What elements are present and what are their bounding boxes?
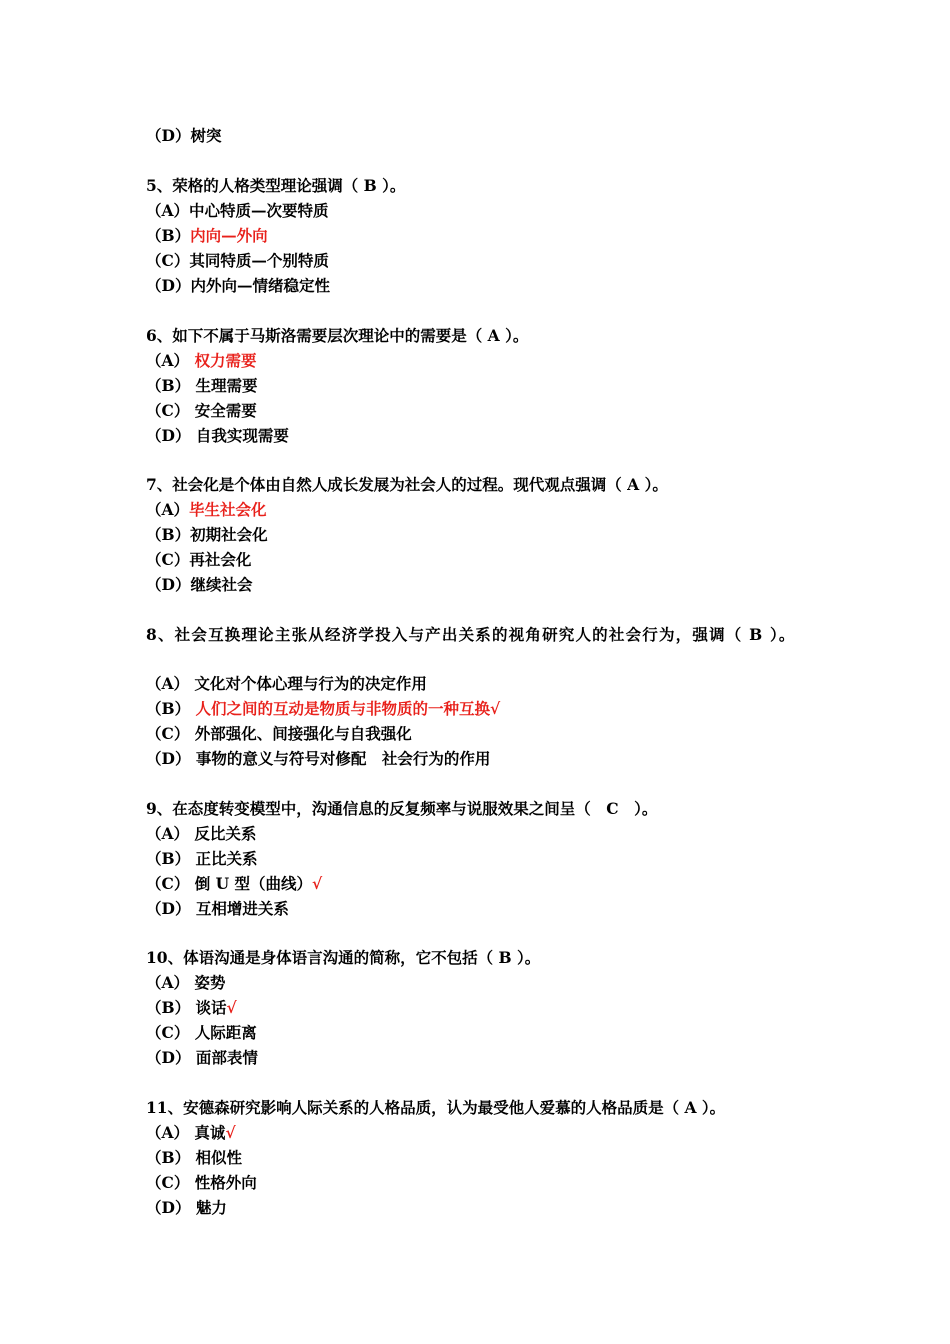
option-line (146, 373, 818, 398)
option-line (146, 821, 818, 846)
option-line (146, 746, 818, 771)
option-line (146, 1145, 818, 1170)
option-line (146, 497, 818, 522)
option-line (146, 572, 818, 597)
option-line (146, 871, 818, 896)
option-text: （A） 文化对个体心理与行为的决定作用 (146, 674, 427, 693)
option-line (146, 671, 818, 696)
question-stem: 6、如下不属于马斯洛需要层次理论中的需要是（ A ）。 (146, 326, 529, 345)
option-text: （D） 魅力 (146, 1198, 227, 1217)
option-text: （A） 姿势 (146, 973, 226, 992)
option-text: （A） 真诚 (146, 1123, 226, 1142)
checkmark-icon: √ (312, 874, 323, 893)
option-line (146, 423, 818, 448)
option-label: （A） (146, 351, 195, 370)
option-text: （B） 谈话 (146, 998, 227, 1017)
option-line (146, 398, 818, 423)
option-line (146, 1045, 818, 1070)
option-line (146, 1195, 818, 1220)
question-stem: 5、荣格的人格类型理论强调（ B ）。 (146, 176, 406, 195)
option-label: （B） (146, 699, 196, 718)
option-text: （D）继续社会 (146, 575, 253, 594)
option-line (146, 223, 818, 248)
option-text: （D）树突 (146, 126, 222, 145)
answer-text: 毕生社会化 (189, 500, 267, 519)
option-text: （B） 相似性 (146, 1148, 242, 1167)
option-line (146, 995, 818, 1020)
option-line (146, 896, 818, 921)
option-line (146, 123, 818, 148)
option-label: （A） (146, 500, 190, 519)
option-text: （A） 反比关系 (146, 824, 257, 843)
option-text: （C） 安全需要 (146, 401, 257, 420)
checkmark-icon: √ (225, 1123, 236, 1142)
option-text: （D） 自我实现需要 (146, 426, 289, 445)
option-line (146, 522, 818, 547)
option-text: （C）再社会化 (146, 550, 252, 569)
option-text: （C） 人际距离 (146, 1023, 257, 1042)
checkmark-icon: √ (226, 998, 237, 1017)
option-text: （C） 性格外向 (146, 1173, 257, 1192)
option-line (146, 1170, 818, 1195)
question-stem: 9、在态度转变模型中，沟通信息的反复频率与说服效果之间呈（ C ）。 (146, 799, 658, 818)
option-text: （B） 正比关系 (146, 849, 258, 868)
option-line (146, 721, 818, 746)
option-text: （D） 面部表情 (146, 1048, 258, 1067)
question-stem: 7、社会化是个体由自然人成长发展为社会人的过程。现代观点强调（ A ）。 (146, 475, 668, 494)
option-line (146, 348, 818, 373)
option-line (146, 1020, 818, 1045)
option-text: （A）中心特质—次要特质 (146, 201, 329, 220)
option-line (146, 1120, 818, 1145)
option-text: （B） 生理需要 (146, 376, 258, 395)
question-stem: 10、体语沟通是身体语言沟通的简称，它不包括（ B ）。 (146, 948, 541, 967)
option-text: （B）初期社会化 (146, 525, 268, 544)
option-text: （D） 互相增进关系 (146, 899, 289, 918)
option-text: （D）内外向—情绪稳定性 (146, 276, 330, 295)
answer-text: 内向—外向 (190, 226, 268, 245)
question-stem: 11、安德森研究影响人际关系的人格品质，认为最受他人爱慕的人格品质是（ A ）。 (146, 1098, 726, 1117)
answer-text: 人们之间的互动是物质与非物质的一种互换 (195, 699, 491, 718)
option-label: （B） (146, 226, 191, 245)
option-line (146, 846, 818, 871)
option-line (146, 273, 818, 298)
option-line (146, 547, 818, 572)
answer-text: 权力需要 (194, 351, 257, 370)
option-text: （C） 倒 U 型（曲线） (146, 874, 313, 893)
checkmark-icon: √ (490, 699, 501, 718)
option-line (146, 970, 818, 995)
option-line (146, 248, 818, 273)
option-line (146, 198, 818, 223)
option-line (146, 696, 818, 721)
option-text: （C） 外部强化、间接强化与自我强化 (146, 724, 412, 743)
option-text: （C）其同特质—个别特质 (146, 251, 329, 270)
question-stem: 8、社会互换理论主张从经济学投入与产出关系的视角研究人的社会行为，强调（ B ）。 (146, 625, 796, 644)
option-text: （D） 事物的意义与符号对修配 社会行为的作用 (146, 749, 491, 768)
